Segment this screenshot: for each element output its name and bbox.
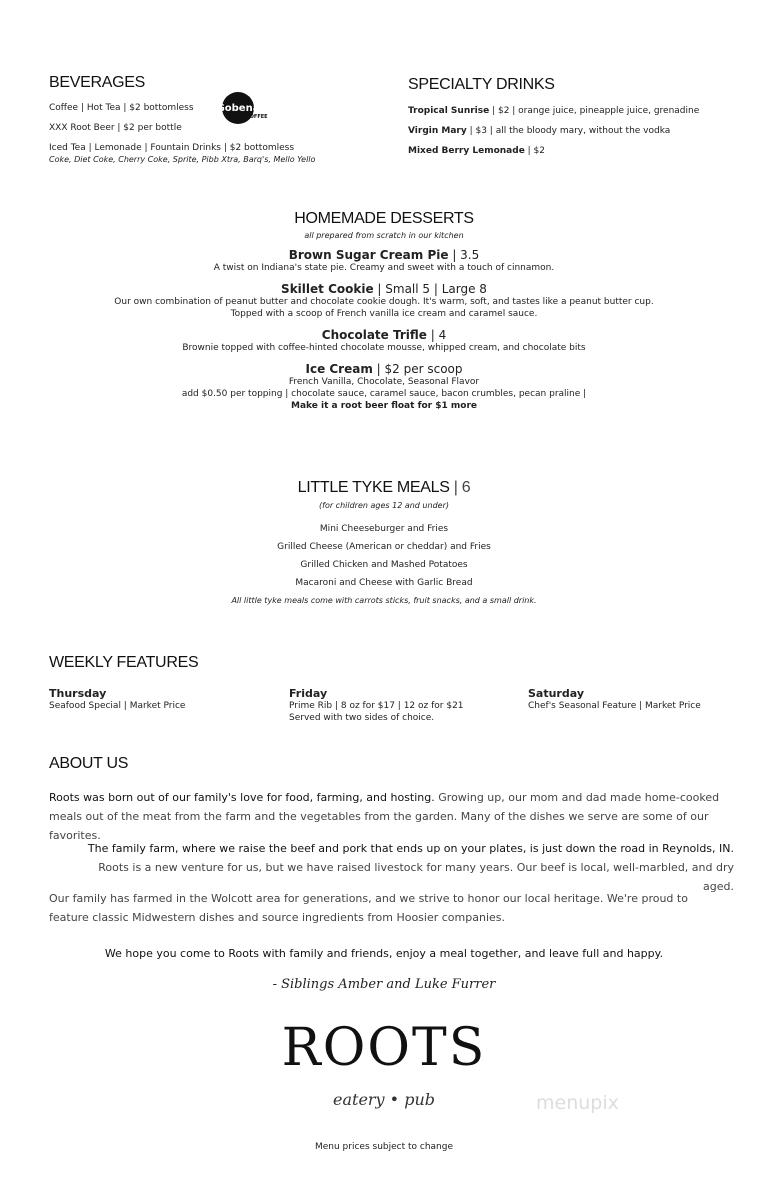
section-title: SPECIALTY DRINKS [408,76,555,93]
dessert-desc: Topped with a scoop of French vanilla ice cream and caramel sauce. [230,309,538,319]
about-p1: Roots was born out of our family's love for food, farming, and hosting. Growing up, our mom and dad made home-cooked meals out of the meat from the farm and the vegetables from the garden. Many of the dishes we serve are some of our favorites. [49,791,720,842]
menu-item: Mixed Berry Lemonade | $2 [408,146,546,156]
section-title: WEEKLY FEATURES [49,654,199,671]
section-title: BEVERAGES [49,74,146,91]
about-p4: We hope you come to Roots with family and friends, enjoy a meal together, and leave full and happy. [104,947,664,960]
menu-item: Grilled Cheese (American or cheddar) and Fries [277,542,491,552]
soda-list: Coke, Diet Coke, Cherry Coke, Sprite, Pibb Xtra, Barq's, Mello Yello [49,155,316,164]
footer-note: Menu prices subject to change [314,1142,454,1152]
weekly-feature: Friday Prime Rib | 8 oz for $17 | 12 oz for $21 Served with two sides of choice. [289,687,464,723]
menupix-watermark: menupix [536,1092,619,1114]
menu-item: Iced Tea | Lemonade | Fountain Drinks | $2 bottomless [49,143,295,153]
signature: - Siblings Amber and Luke Furrer [272,977,496,992]
dessert-title: Skillet Cookie | Small 5 | Large 8 [281,282,487,296]
dessert-desc: add $0.50 per topping | chocolate sauce, caramel sauce, bacon crumbles, pecan praline | [181,389,587,399]
dessert-desc: Our own combination of peanut butter and chocolate cookie dough. It's warm, soft, and tastes like a peanut butter cup. [114,297,654,307]
gobena-logo: Gobena COFFEE [222,92,254,124]
about-p2: The family farm, where we raise the beef and pork that ends up on your plates, is just down the road in Reynolds, IN. Roots is a new venture for us, but we have raised livestock for many years. Our beef is local, well-marbled, and dry aged. [87,842,734,893]
dessert-desc: Brownie topped with coffee-hinted chocolate mousse, whipped cream, and chocolate bits [182,343,586,353]
dessert-title: Chocolate Trifle | 4 [321,328,447,342]
menu-item: Grilled Chicken and Mashed Potatoes [300,560,468,570]
beverages-section [49,74,349,166]
section-title: ABOUT US [49,755,129,772]
section-title: HOMEMADE DESSERTS [294,210,474,227]
menu-item: Tropical Sunrise | $2 | orange juice, pineapple juice, grenadine [408,106,700,116]
menu-item: Virgin Mary | $3 | all the bloody mary, without the vodka [408,126,671,136]
weekly-feature: Thursday Seafood Special | Market Price [49,687,186,711]
dessert-desc: French Vanilla, Chocolate, Seasonal Flavor [288,377,480,387]
kids-note: All little tyke meals come with carrots sticks, fruit snacks, and a small drink. [231,596,537,605]
menu-item: XXX Root Beer | $2 per bottle [49,123,182,133]
dessert-title: Ice Cream | $2 per scoop [305,362,463,376]
desserts-section [0,210,768,412]
section-subtitle: all prepared from scratch in our kitchen [304,231,464,240]
section-title: LITTLE TYKE MEALS | 6 [297,479,471,496]
menu-item: Macaroni and Cheese with Garlic Bread [295,578,473,588]
weekly-feature: Saturday Chef's Seasonal Feature | Market Price [528,687,701,711]
section-subtitle: (for children ages 12 and under) [319,501,449,510]
roots-tagline: eatery • pub [333,1090,435,1109]
menu-item: Mini Cheeseburger and Fries [319,524,449,534]
dessert-desc: A twist on Indiana's state pie. Creamy and sweet with a touch of cinnamon. [213,263,555,273]
menu-item: Coffee | Hot Tea | $2 bottomless [49,103,194,113]
specialty-drinks-section [408,76,748,165]
kids-meals-section [0,479,768,610]
dessert-title: Brown Sugar Cream Pie | 3.5 [288,248,480,262]
about-p3: Our family has farmed in the Wolcott area for generations, and we strive to honor our local heritage. We're proud to feature classic Midwestern dishes and source ingredients from Hoosier companies. [49,892,688,924]
dessert-extra: Make it a root beer float for $1 more [291,401,477,411]
roots-logo: ROOTS [281,1018,487,1078]
